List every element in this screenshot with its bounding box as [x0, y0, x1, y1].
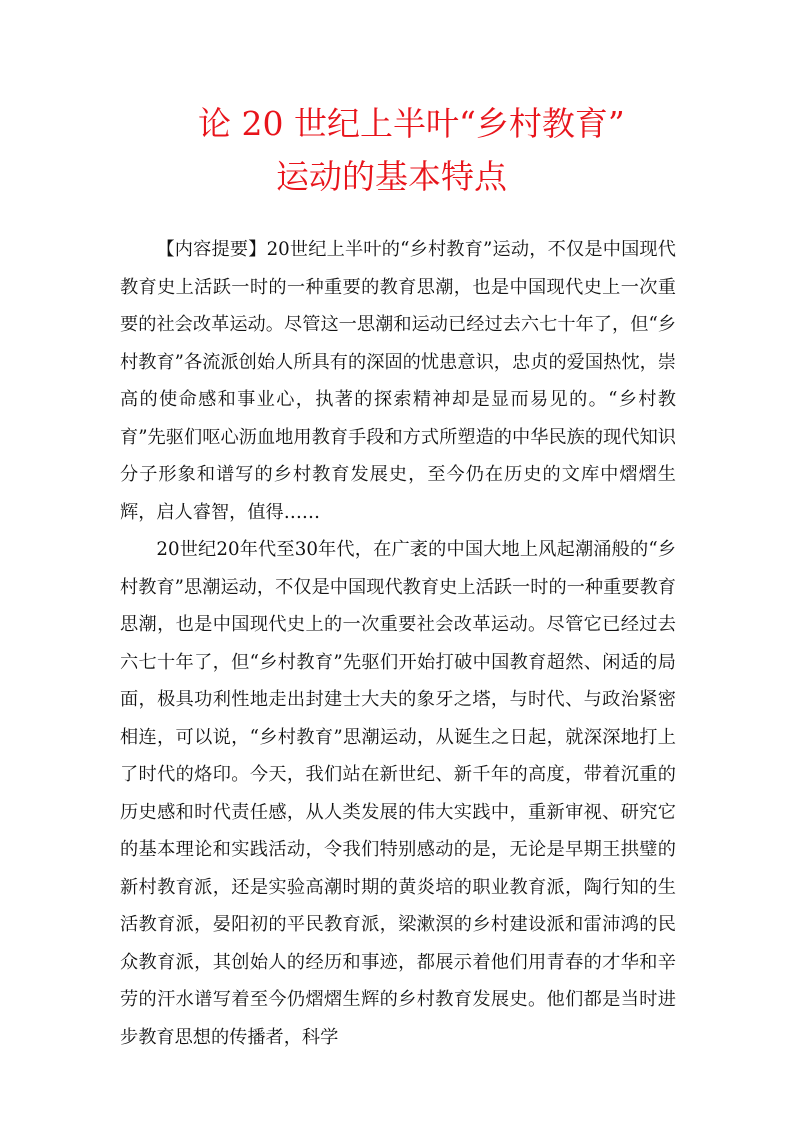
body-paragraph-1: 20世纪20年代至30年代，在广袤的中国大地上风起潮涌般的“乡村教育”思潮运动，不仅是中国现代教育史上活跃一时的一种重要教育思潮，也是中国现代史上的一次重要社会改革运动。尽管它已经过去六七十年了，但“乡村教育”先驱们开始打破中国教育超然、闲适的局面，极具功利性地走出封建士大夫的象牙之塔，与时代、与政治紧密相连，可以说，“乡村教育”思潮运动，从诞生之日起，就深深地打上了时代的烙印。今天，我们站在新世纪、新千年的高度，带着沉重的历史感和时代责任感，从人类发展的伟大实践中，重新审视、研究它的基本理论和实践活动，令我们特别感动的是，无论是早期王拱璧的新村教育派，还是实验高潮时期的黄炎培的职业教育派，陶行知的生活教育派，晏阳初的平民教育派，梁漱溟的乡村建设派和雷沛鸿的民众教育派，其创始人的经历和事迹，都展示着他们用青春的才华和辛劳的汗水谱写着至今仍熠熠生辉的乡村教育发展史。他们都是当时进步教育思想的传播者，科学 — [120, 539, 676, 1048]
title-line-2: 运动的基本特点 — [276, 157, 507, 196]
document-body — [120, 231, 676, 1056]
title-line-1: 论 20 世纪上半叶“乡村教育” — [198, 104, 625, 143]
abstract-paragraph: 【内容提要】20世纪上半叶的“乡村教育”运动，不仅是中国现代教育史上活跃一时的一种重要的教育思潮，也是中国现代史上一次重要的社会改革运动。尽管这一思潮和运动已经过去六七十年了，但“乡村教育”各流派创始人所具有的深固的忧患意识，忠贞的爱国热忱，崇高的使命感和事业心，执著的探索精神却是显而易见的。“乡村教育”先驱们呕心沥血地用教育手段和方式所塑造的中华民族的现代知识分子形象和谱写的乡村教育发展史，至今仍在历史的文库中熠熠生辉，启人睿智，值得…… — [120, 239, 676, 523]
